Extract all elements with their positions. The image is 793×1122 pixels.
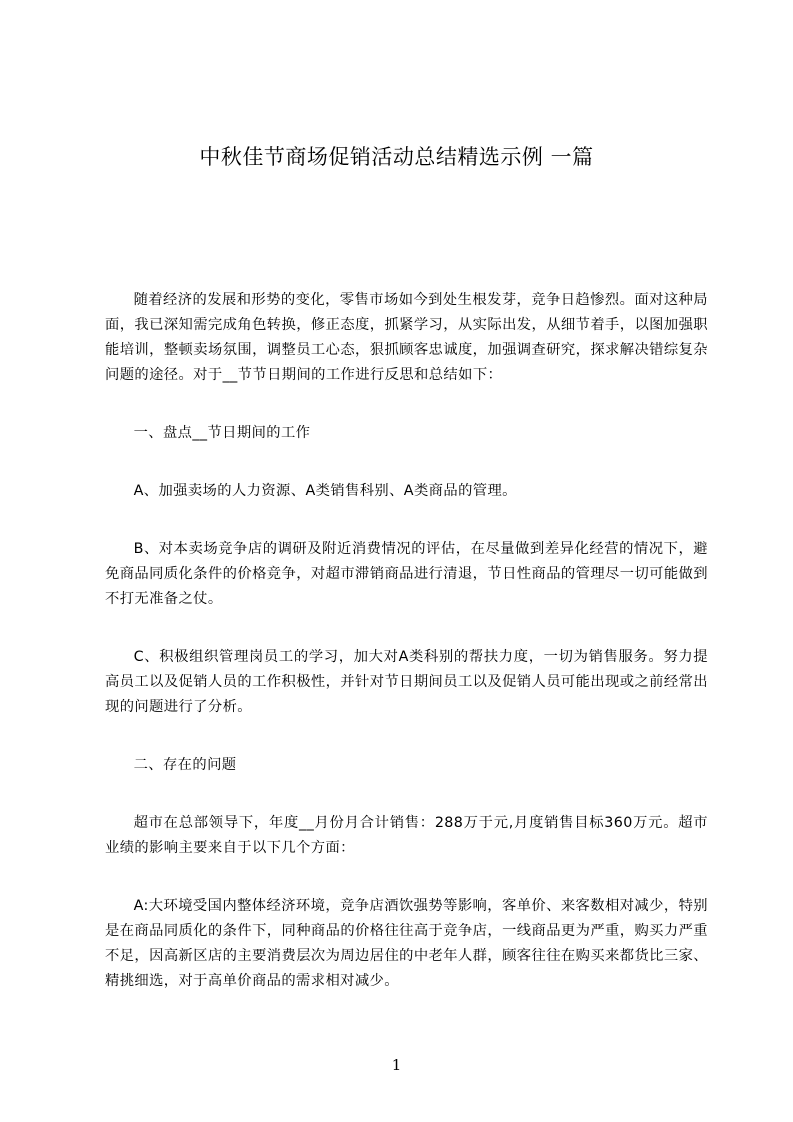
document-body — [105, 288, 708, 1027]
section-heading-2: 二、存在的问题 — [133, 757, 237, 773]
intro-paragraph: 随着经济的发展和形势的变化，零售市场如今到处生根发芽，竞争日趋惨烈。面对这种局面，我已深知需完成角色转换，修正态度，抓紧学习，从实际出发，从细节着手，以图加强职能培训，整顿卖场氛围，调整员工心态，狠抓顾客忠诚度，加强调查研究，探求解决错综复杂问题的途径。对于__节节日期间的工作进行反思和总结如下： — [105, 292, 708, 383]
item-b-paragraph: B、对本卖场竞争店的调研及附近消费情况的评估，在尽量做到差异化经营的情况下，避免商品同质化条件的价格竞争，对超市滞销商品进行清退，节日性商品的管理尽一切可能做到不打无准备之仗。 — [105, 541, 708, 607]
sales-paragraph: 超市在总部领导下，年度__月份月合计销售：288万于元,月度销售目标360万元。超市业绩的影响主要来自于以下几个方面： — [105, 815, 708, 856]
item-c-paragraph: C、积极组织管理岗员工的学习，加大对A类科别的帮扶力度，一切为销售服务。努力提高员工以及促销人员的工作积极性，并针对节日期间员工以及促销人员可能出现或之前经常出现的问题进行了分析。 — [105, 649, 708, 715]
page-number: 1 — [391, 1056, 402, 1074]
environment-paragraph: A:大环境受国内整体经济环境，竞争店酒饮强势等影响，客单价、来客数相对减少，特别是在商品同质化的条件下，同种商品的价格往往高于竞争店，一线商品更为严重，购买力严重不足，因高新区店的主要消费层次为周边居住的中老年人群，顾客往往在购买来都货比三家、精挑细选，对于高单价商品的需求相对减少。 — [105, 898, 708, 989]
item-a-paragraph: A、加强卖场的人力资源、A类销售科别、A类商品的管理。 — [133, 483, 517, 499]
section-heading-1: 一、盘点__节日期间的工作 — [133, 425, 311, 441]
document-title: 中秋佳节商场促销活动总结精选示例 一篇 — [199, 145, 594, 169]
